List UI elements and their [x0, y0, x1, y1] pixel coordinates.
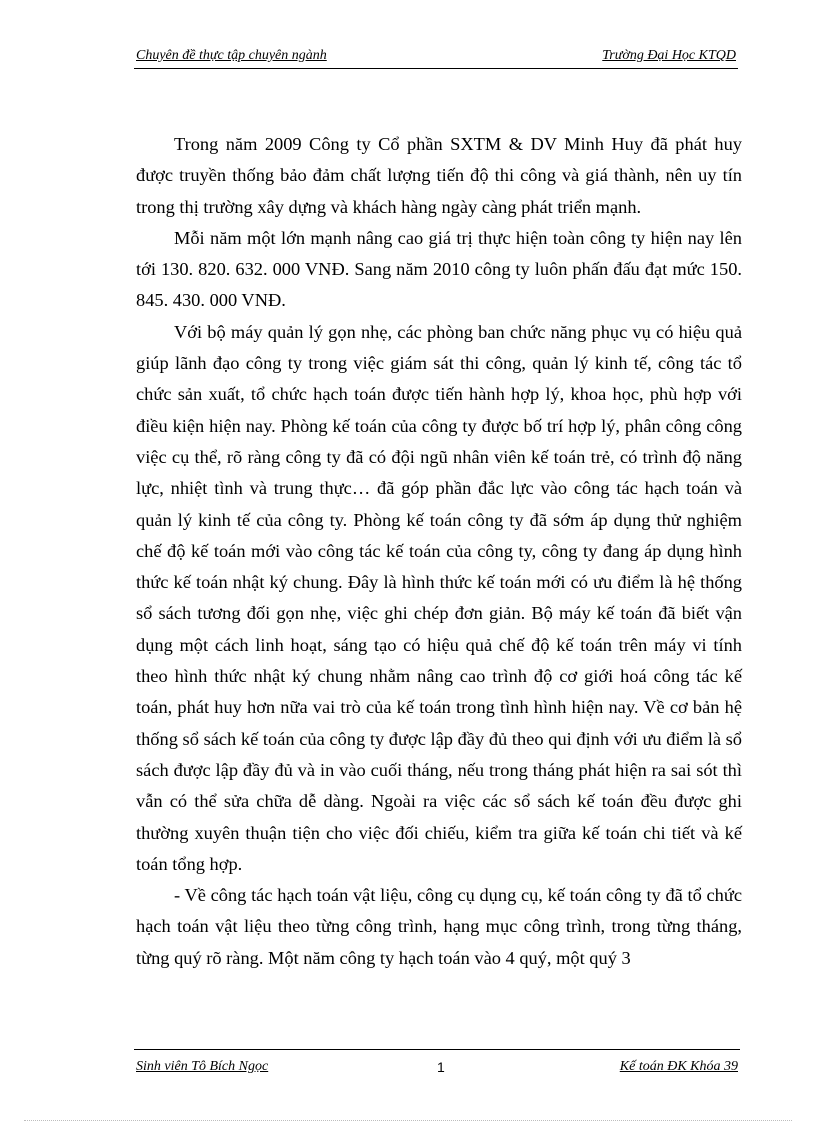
paragraph-1: Trong năm 2009 Công ty Cổ phần SXTM & DV Minh Huy đã phát huy được truyền thống bảo đảm chất lượng tiến độ thi công và giá thành, nên uy tín trong thị trường xây dựng và khách hàng ngày càng phát triển mạnh.: [136, 134, 742, 217]
paragraph-4: - Về công tác hạch toán vật liệu, công cụ dụng cụ, kế toán công ty đã tổ chức hạch toán vật liệu theo từng công trình, hạng mục công trình, trong từng tháng, từng quý rõ ràng. Một năm công ty hạch toán vào 4 quý, một quý 3: [136, 885, 742, 968]
page-bottom-edge: [24, 1120, 792, 1121]
header-course-title: Chuyên đề thực tập chuyên ngành: [136, 48, 327, 63]
footer-class: Kế toán ĐK Khóa 39: [619, 1059, 738, 1074]
page-header: [134, 48, 738, 69]
footer-student-name: Sinh viên Tô Bích Ngọc: [136, 1059, 269, 1074]
paragraph-2: Mỗi năm một lớn mạnh nâng cao giá trị thực hiện toàn công ty hiện nay lên tới 130. 820. 632. 000 VNĐ. Sang năm 2010 công ty luôn phấn đấu đạt mức 150. 845. 430. 000 VNĐ.: [136, 227, 742, 311]
page-number: 1: [437, 1059, 445, 1075]
document-body: [136, 129, 742, 974]
page-footer: [134, 1057, 740, 1079]
paragraph-3: Với bộ máy quản lý gọn nhẹ, các phòng ban chức năng phục vụ có hiệu quả giúp lãnh đạo công ty trong việc giám sát thi công, quản lý kinh tế, công tác tổ chức sản xuất, tổ chức hạch toán được tiến hành hợp lý, khoa học, phù hợp với điều kiện hiện nay. Phòng kế toán của công ty được bố trí hợp lý, phân công công việc cụ thể, rõ ràng công ty đã có đội ngũ nhân viên kế toán trẻ, có trình độ năng lực, nhiệt tình và trung thực… đã góp phần đắc lực vào công tác hạch toán và quản lý kinh tế của công ty. Phòng kế toán công ty đã sớm áp dụng thử nghiệm chế độ kế toán mới vào công tác kế toán của công ty, công ty đang áp dụng hình thức kế toán nhật ký chung. Đây là hình thức kế toán mới có ưu điểm là hệ thống sổ sách tương đối gọn nhẹ, việc ghi chép đơn giản. Bộ máy kế toán đã biết vận dụng một cách linh hoạt, sáng tạo có hiệu quả chế độ kế toán trên máy vi tính theo hình thức nhật ký chung nhằm nâng cao trình độ cơ giới hoá công tác kế toán, phát huy hơn nữa vai trò của kế toán trong tình hình hiện nay. Về cơ bản hệ thống sổ sách kế toán của công ty được lập đầy đủ theo qui định với ưu điểm là sổ sách được lập đầy đủ và in vào cuối tháng, nếu trong tháng phát hiện ra sai sót thì vẫn có thể sửa chữa dễ dàng. Ngoài ra việc các sổ sách kế toán đều được ghi thường xuyên thuận tiện cho việc đối chiếu, kiểm tra giữa kế toán chi tiết và kế toán tổng hợp.: [136, 321, 742, 874]
footer-divider: [134, 1049, 740, 1050]
header-university: Trường Đại Học KTQD: [602, 48, 736, 63]
